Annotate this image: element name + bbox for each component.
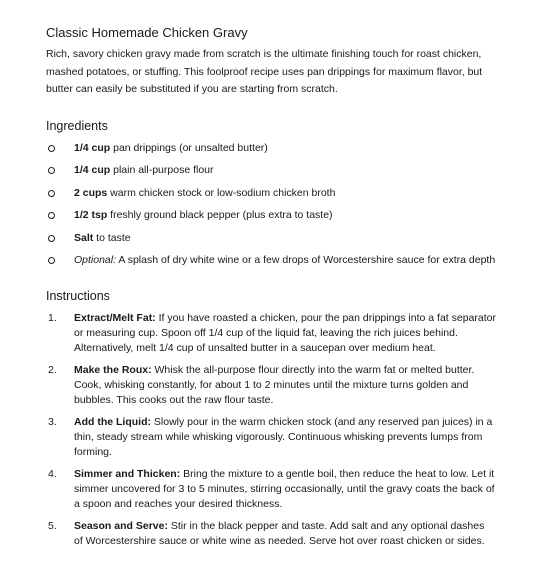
optional-label: Optional: bbox=[74, 254, 117, 266]
ingredient-amount: 1/4 cup bbox=[74, 141, 111, 154]
step-number: 2. bbox=[48, 363, 57, 376]
step-number: 1. bbox=[48, 311, 57, 324]
step-text: Slowly pour in the warm chicken stock (and any reserved pan juices) in a thin, steady stream while whisking vigorously. Continuous whisking prevents lumps from forming. bbox=[74, 415, 493, 459]
bullet-circle-icon bbox=[48, 257, 55, 264]
step-title: Make the Roux: bbox=[74, 363, 152, 376]
instructions-heading: Instructions bbox=[46, 288, 110, 303]
ingredients-heading: Ingredients bbox=[46, 118, 108, 133]
list-item bbox=[46, 141, 496, 157]
step-number: 3. bbox=[48, 415, 57, 428]
bullet-circle-icon bbox=[48, 212, 55, 219]
list-item bbox=[46, 253, 496, 269]
step-number: 5. bbox=[48, 519, 57, 532]
step-number: 4. bbox=[48, 467, 57, 480]
ingredient-text: A splash of dry white wine or a few drops of Worcestershire sauce for extra depth bbox=[116, 254, 496, 266]
ingredient-amount: 1/2 tsp bbox=[74, 209, 108, 221]
step-item bbox=[46, 363, 496, 409]
intro-paragraph: Rich, savory chicken gravy made from scratch is the ultimate finishing touch for roast chicken, mashed potatoes, or stuffing. This foolproof recipe uses pan drippings for maximum flavor, but butter can easily be substituted if you are starting from scratch. bbox=[46, 48, 483, 95]
instructions-list bbox=[46, 311, 496, 550]
step-item bbox=[46, 467, 496, 513]
recipe-document bbox=[46, 20, 496, 556]
list-item bbox=[46, 163, 496, 179]
step-title: Extract/Melt Fat: bbox=[74, 311, 156, 324]
step-item bbox=[46, 415, 496, 461]
step-title: Simmer and Thicken: bbox=[74, 467, 181, 480]
step-text: If you have roasted a chicken, pour the pan drippings into a fat separator or measuring cup. Spoon off 1/4 cup of the liquid fat, leaving the rich juices behind. Alternatively, melt 1/4 cup of unsalted butter in a saucepan over medium heat. bbox=[74, 311, 496, 354]
step-text: Whisk the all-purpose flour directly into the warm fat or melted butter. Cook, whisking constantly, for about 1 to 2 minutes until the mixture turns golden and bubbles. This cooks out the raw flour taste. bbox=[74, 363, 475, 407]
ingredient-amount: 1/4 cup bbox=[74, 164, 111, 176]
bullet-circle-icon bbox=[48, 190, 55, 197]
step-title: Add the Liquid: bbox=[74, 415, 151, 428]
bullet-circle-icon bbox=[48, 235, 55, 242]
list-item bbox=[46, 186, 496, 202]
bullet-circle-icon bbox=[48, 145, 55, 152]
ingredient-text: freshly ground black pepper (plus extra to taste) bbox=[107, 209, 333, 221]
ingredient-text: pan drippings (or unsalted butter) bbox=[110, 141, 268, 154]
ingredients-list bbox=[46, 141, 496, 269]
bullet-circle-icon bbox=[48, 167, 55, 174]
ingredient-text: to taste bbox=[93, 231, 131, 244]
ingredient-text: plain all-purpose flour bbox=[110, 164, 214, 176]
step-item bbox=[46, 311, 496, 357]
step-text: Stir in the black pepper and taste. Add salt and any optional dashes of Worcestershire sauce or white wine as needed. Serve hot over roast chicken or sides. bbox=[74, 519, 485, 548]
step-title: Season and Serve: bbox=[74, 519, 168, 532]
ingredient-amount: Salt bbox=[74, 231, 94, 244]
list-item bbox=[46, 208, 496, 224]
page-title: Classic Homemade Chicken Gravy bbox=[46, 25, 248, 40]
list-item bbox=[46, 231, 496, 247]
ingredient-text: warm chicken stock or low-sodium chicken broth bbox=[107, 186, 336, 199]
ingredient-amount: 2 cups bbox=[74, 186, 108, 199]
step-text: Bring the mixture to a gentle boil, then reduce the heat to low. Let it simmer uncovered for 3 to 5 minutes, stirring occasionally, until the gravy coats the back of a spoon and reaches your desired thickness. bbox=[74, 467, 495, 511]
step-item bbox=[46, 519, 496, 549]
